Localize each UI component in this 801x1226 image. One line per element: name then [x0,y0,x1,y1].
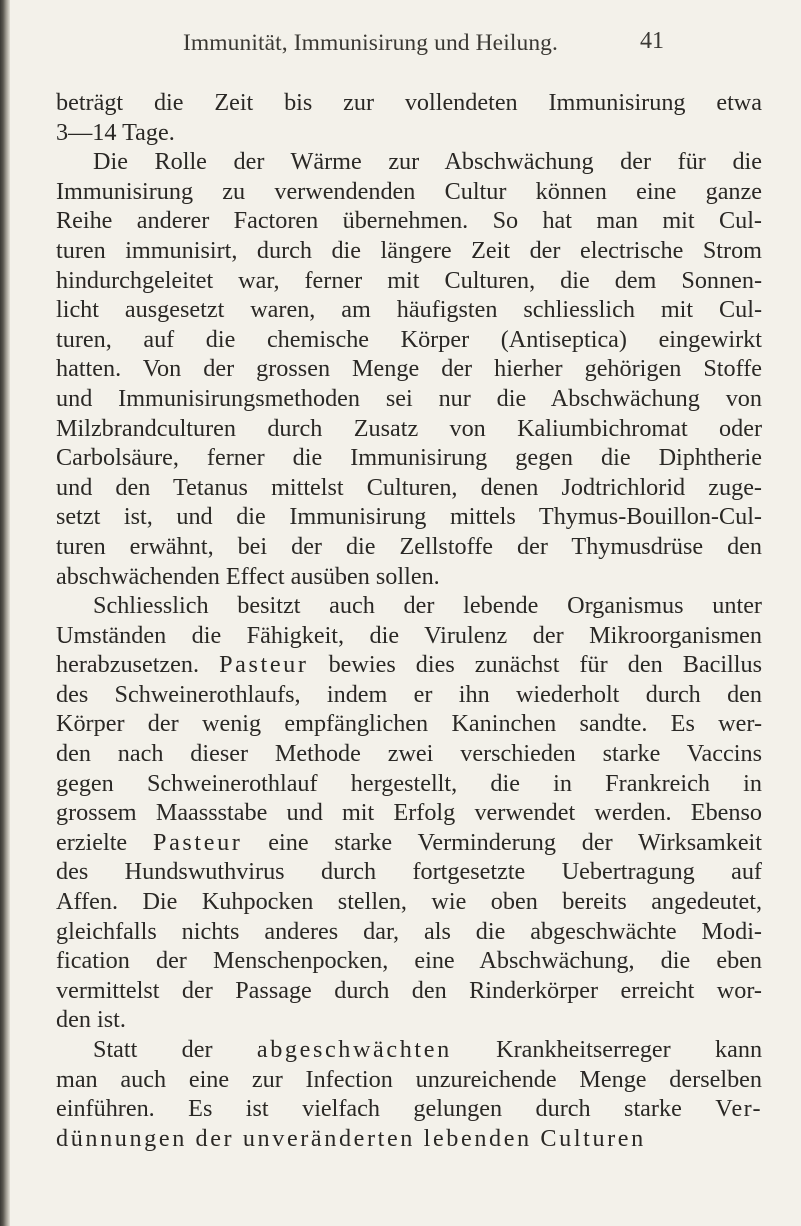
text-line: Umständen die Fähigkeit, die Virulenz der Mikroorganismen [56,621,762,649]
text-line: abschwächenden Effect ausüben sollen. [56,562,440,590]
emphasized-line-spaced: dünnungen der unveränderten lebenden Culturen [56,1124,646,1152]
text-line: fication der Menschenpocken, eine Abschwächung, die eben [56,947,762,975]
text-line: und Immunisirungsmethoden sei nur die Abschwächung von [56,384,762,412]
text-line: des Schweinerothlaufs, indem er ihn wiederholt durch den [56,680,762,708]
text-line-with-emphasis [56,1094,762,1124]
body-text [56,88,762,1153]
text-segment: Krankheitserreger kann [496,1036,763,1063]
text-line: Milzbrandculturen durch Zusatz von Kaliumbichromat oder [56,414,762,442]
text-line: hatten. Von der grossen Menge der hierher gehörigen Stoffe [56,355,762,383]
text-segment: einführen. Es ist vielfach gelungen durch starke [56,1095,682,1123]
text-line: 3—14 Tage. [56,118,175,146]
text-line: Immunisirung zu verwendenden Cultur können eine ganze [56,177,762,205]
text-line: den ist. [56,1006,126,1034]
text-line-with-emphasis [56,1035,762,1065]
text-line: gegen Schweinerothlauf hergestellt, die in Frankreich in [56,769,762,797]
text-segment: herabzusetzen. [56,651,200,679]
text-line: beträgt die Zeit bis zur vollendeten Immunisirung etwa [56,89,762,116]
author-name-spaced: Pasteur [219,651,309,679]
text-line: grossem Maassstabe und mit Erfolg verwendet werden. Ebenso [56,799,762,827]
text-line: man auch eine zur Infection unzureichende Menge derselben [56,1065,762,1093]
text-line-with-name [56,828,762,858]
text-line: Carbolsäure, ferner die Immunisirung gegen die Diphtherie [56,444,762,472]
text-line: turen immunisirt, durch die längere Zeit der electrische Strom [56,236,762,264]
text-line: licht ausgesetzt waren, am häufigsten schliesslich mit Cul- [56,296,762,324]
text-line: Reihe anderer Factoren übernehmen. So hat man mit Cul- [56,207,762,235]
text-line: Affen. Die Kuhpocken stellen, wie oben bereits angedeutet, [56,888,762,916]
text-line: des Hundswuthvirus durch fortgesetzte Uebertragung auf [56,858,762,886]
text-line: turen erwähnt, bei der die Zellstoffe der Thymusdrüse den [56,532,762,560]
text-line: turen, auf die chemische Körper (Antiseptica) eingewirkt [56,325,762,353]
text-segment: erzielte [56,828,128,856]
text-line: hindurchgeleitet war, ferner mit Culturen, die dem Sonnen- [56,266,762,294]
emphasized-word-spaced: abgeschwächten [256,1036,452,1063]
page-number: 41 [640,28,664,54]
emphasized-word-spaced: Ver- [715,1095,763,1123]
text-line: Schliesslich besitzt auch der lebende Organismus unter [93,592,762,620]
text-segment: eine starke Verminderung der Wirksamkeit [268,828,762,856]
author-name-spaced: Pasteur [153,828,243,856]
text-line-with-name [56,650,762,680]
text-line: Die Rolle der Wärme zur Abschwächung der für die [93,148,762,176]
text-segment: Statt der [93,1036,213,1063]
text-line: und den Tetanus mittelst Culturen, denen Jodtrichlorid zuge- [56,473,762,501]
text-line: setzt ist, und die Immunisirung mittels Thymus-Bouillon-Cul- [56,503,762,531]
text-segment: bewies dies zunächst für den Bacillus [328,651,762,679]
text-line: Körper der wenig empfänglichen Kaninchen sandte. Es wer- [56,710,762,738]
text-line: vermittelst der Passage durch den Rinderkörper erreicht wor- [56,976,762,1004]
text-line: den nach dieser Methode zwei verschieden starke Vaccins [56,740,762,768]
running-head-title: Immunität, Immunisirung und Heilung. [183,30,558,56]
text-line: gleichfalls nichts anderes dar, als die abgeschwächte Modi- [56,917,762,945]
